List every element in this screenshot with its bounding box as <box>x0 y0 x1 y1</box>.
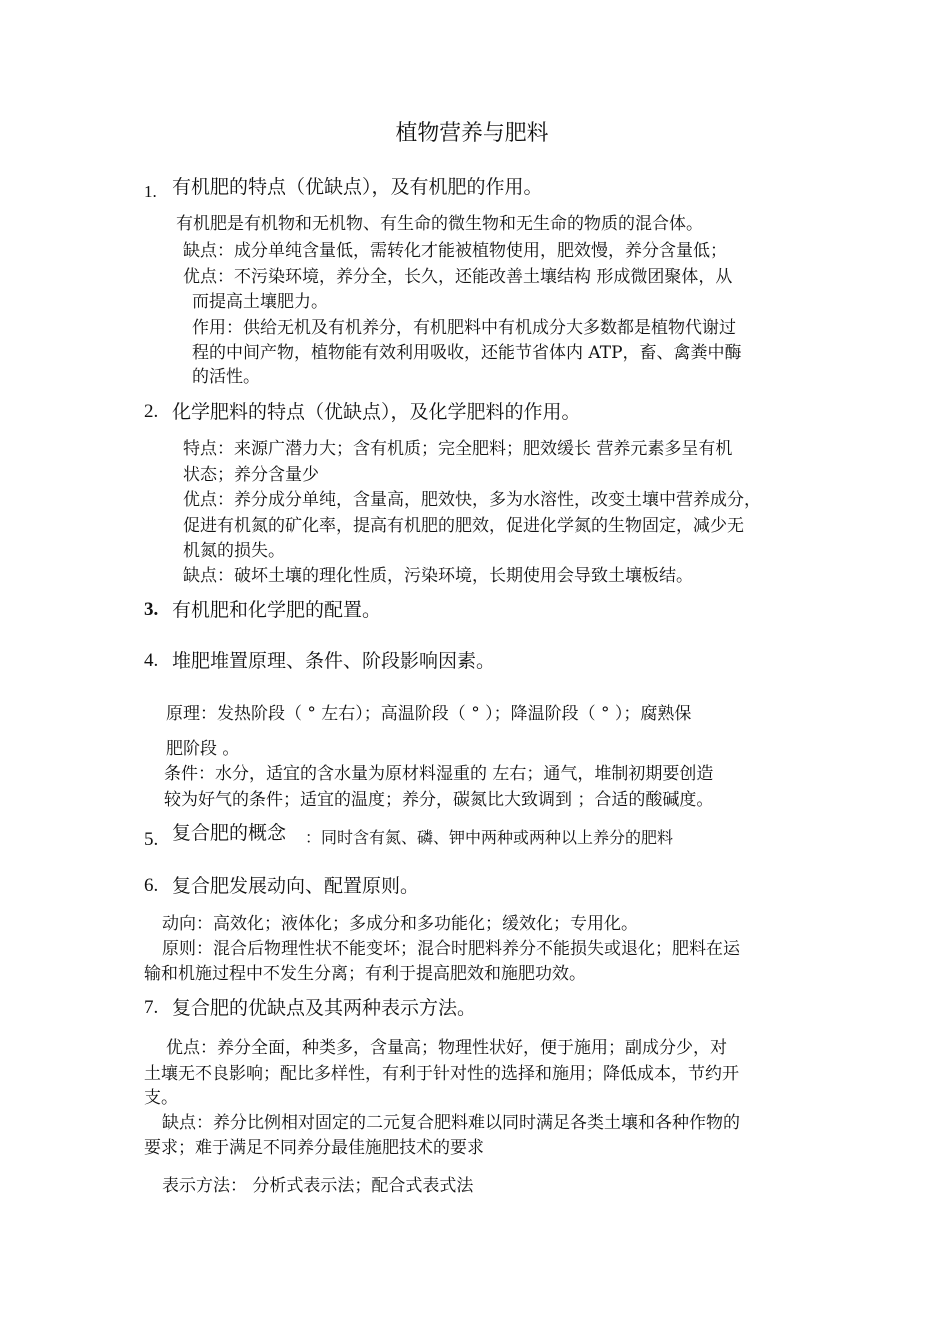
section-2-line: 缺点：破坏土壤的理化性质，污染环境，长期使用会导致土壤板结。 <box>183 566 693 586</box>
section-1-line: 程的中间产物，植物能有效利用吸收，还能节省体内 ATP，畜、禽粪中酶 <box>192 343 742 363</box>
section-6-line: 输和机施过程中不发生分离；有利于提高肥效和施肥功效。 <box>144 964 586 984</box>
page-title: 植物营养与肥料 <box>395 121 549 146</box>
section-4-number: 4. <box>144 650 159 671</box>
section-7-line: 缺点：养分比例相对固定的二元复合肥料难以同时满足各类土壤和各种作物的 <box>162 1113 740 1133</box>
section-7-line: 表示方法： 分析式表示法；配合式表式法 <box>162 1176 474 1196</box>
section-6-line: 动向：高效化；液体化；多成分和多功能化；缓效化；专用化。 <box>162 914 638 934</box>
section-7-line: 土壤无不良影响；配比多样性，有利于针对性的选择和施用；降低成本，节约开 <box>144 1064 739 1084</box>
section-7-number: 7. <box>144 997 159 1018</box>
section-1-heading: 有机肥的特点（优缺点），及有机肥的作用。 <box>172 176 543 198</box>
section-4-line: 较为好气的条件；适宜的温度；养分，碳氮比大致调到 ；合适的酸碱度。 <box>164 790 714 810</box>
section-4-heading: 堆肥堆置原理、条件、阶段影响因素。 <box>172 650 496 672</box>
section-2-line: 优点：养分成分单纯，含量高，肥效快，多为水溶性，改变土壤中营养成分， <box>183 490 761 510</box>
section-4-line: 原理：发热阶段（ ° 左右）；高温阶段（ ° ）；降温阶段（ ° ）；腐熟保 <box>166 704 692 724</box>
section-2-line: 机氮的损失。 <box>183 541 285 561</box>
section-1-line: 的活性。 <box>192 367 260 387</box>
section-5-number: 5. <box>144 829 159 850</box>
section-2-line: 促进有机氮的矿化率，提高有机肥的肥效，促进化学氮的生物固定，减少无 <box>183 516 744 536</box>
section-6-heading: 复合肥发展动向、配置原则。 <box>172 875 420 897</box>
section-6-number: 6. <box>144 875 159 896</box>
section-5-heading: 复合肥的概念 <box>172 822 287 844</box>
section-1-line: 缺点：成分单纯含量低，需转化才能被植物使用，肥效慢，养分含量低； <box>183 241 727 261</box>
section-1-number: 1. <box>144 182 157 201</box>
section-1-line: 而提高土壤肥力。 <box>192 292 328 312</box>
section-2-line: 状态；养分含量少 <box>183 465 319 485</box>
section-1-line: 优点：不污染环境，养分全，长久，还能改善土壤结构 形成微团聚体，从 <box>183 267 733 287</box>
section-2-heading: 化学肥料的特点（优缺点），及化学肥料的作用。 <box>172 401 581 423</box>
section-2-number: 2. <box>144 401 159 422</box>
section-3-number: 3. <box>144 599 159 620</box>
section-3-heading: 有机肥和化学肥的配置。 <box>172 599 382 621</box>
section-7-line: 支。 <box>144 1088 178 1108</box>
section-6-line: 原则：混合后物理性状不能变坏；混合时肥料养分不能损失或退化；肥料在运 <box>162 939 740 959</box>
section-4-line: 条件：水分，适宜的含水量为原材料湿重的 左右；通气，堆制初期要创造 <box>164 764 714 784</box>
section-7-heading: 复合肥的优缺点及其两种表示方法。 <box>172 997 477 1019</box>
section-1-line: 作用：供给无机及有机养分，有机肥料中有机成分大多数都是植物代谢过 <box>192 318 736 338</box>
section-5-definition: ：同时含有氮、磷、钾中两种或两种以上养分的肥料 <box>305 828 674 847</box>
section-7-line: 要求；难于满足不同养分最佳施肥技术的要求 <box>144 1138 484 1158</box>
section-4-line: 肥阶段 。 <box>166 739 240 759</box>
section-1-line: 有机肥是有机物和无机物、有生命的微生物和无生命的物质的混合体。 <box>176 214 703 234</box>
section-2-line: 特点：来源广潜力大；含有机质；完全肥料；肥效缓长 营养元素多呈有机 <box>183 439 733 459</box>
section-7-line: 优点：养分全面，种类多，含量高；物理性状好，便于施用；副成分少，对 <box>166 1038 727 1058</box>
